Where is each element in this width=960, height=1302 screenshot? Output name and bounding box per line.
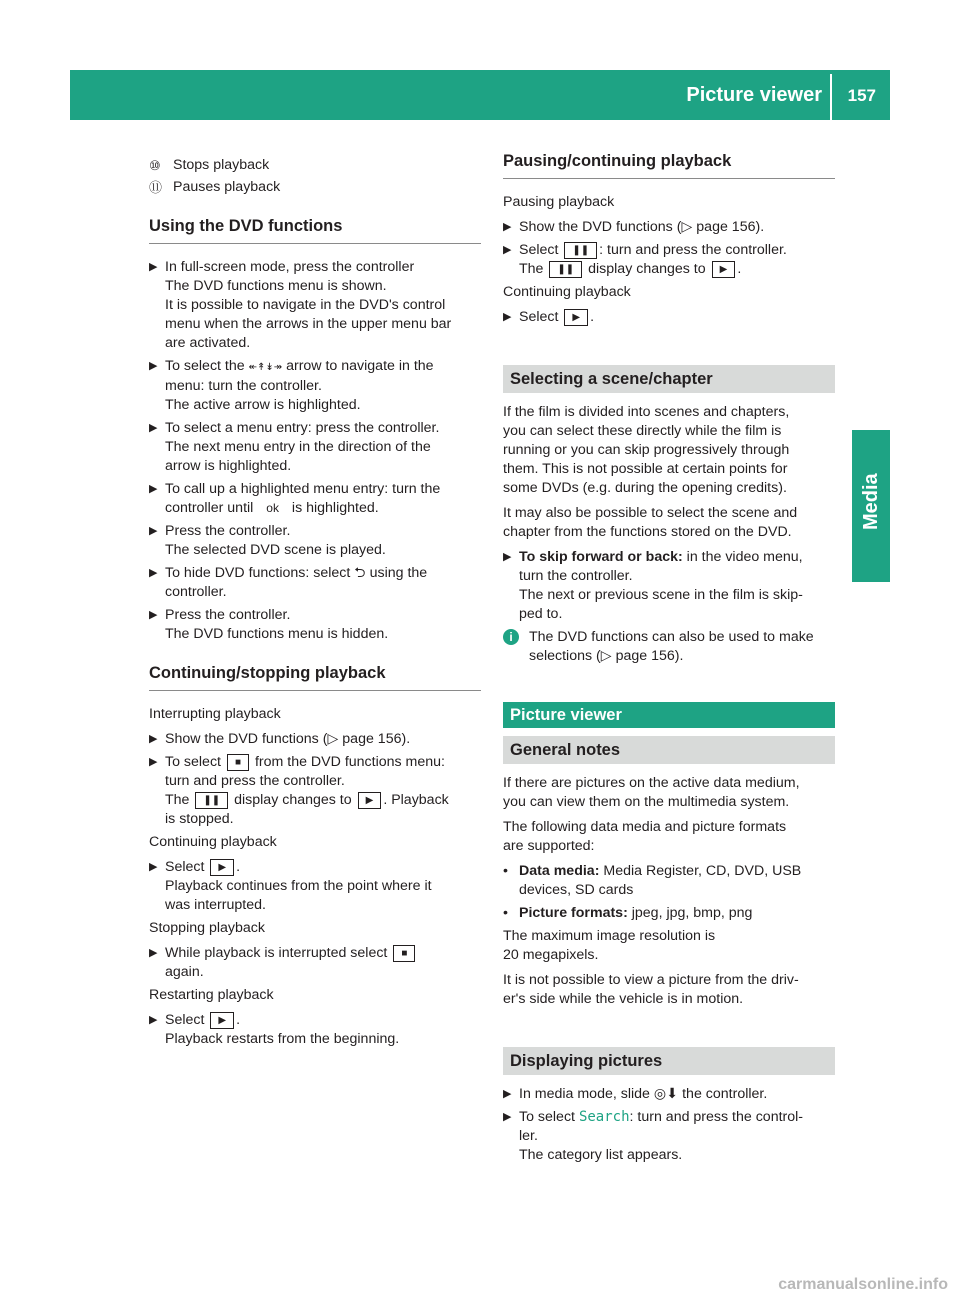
step-text: Playback continues from the point where it — [165, 878, 432, 894]
step-text: . — [590, 309, 595, 325]
step-text: It is possible to navigate in the DVD's control — [165, 297, 446, 313]
step-text: The active arrow is highlighted. — [165, 397, 361, 413]
paragraph — [503, 403, 835, 498]
step-text: is highlighted. — [291, 500, 379, 516]
step-text: display changes to — [234, 792, 352, 808]
step-arrow-icon: ▶ — [149, 360, 158, 372]
step-text: arrow to navigate in the — [286, 358, 434, 374]
step-text: The — [519, 261, 544, 277]
subheading: Pausing playback — [503, 194, 615, 210]
step-arrow-icon: ▶ — [149, 733, 158, 745]
step-arrow-icon: ▶ — [149, 422, 158, 434]
step-arrow-icon: ▶ — [149, 947, 158, 959]
subheading: Continuing playback — [503, 284, 631, 300]
step-arrow-icon: ▶ — [503, 1111, 512, 1123]
text-line: chapter from the functions stored on the DVD. — [503, 524, 792, 540]
text-line: er's side while the vehicle is in motion. — [503, 991, 744, 1007]
step-text: To call up a highlighted menu entry: turn the — [165, 481, 441, 497]
section-title-pausing: Pausing/continuing playback — [503, 152, 835, 179]
step — [503, 548, 835, 624]
play-icon: ▶ — [712, 261, 736, 278]
section-title-general-notes: General notes — [503, 736, 835, 764]
step — [503, 218, 835, 237]
step — [503, 241, 835, 279]
step-text: To select the — [165, 358, 245, 374]
pause-icon: ❚❚ — [195, 792, 228, 809]
step-text: Select — [519, 242, 559, 258]
step-text: Select — [519, 309, 559, 325]
bullet-item — [503, 904, 835, 923]
step-text: In media mode, slide — [519, 1086, 650, 1102]
play-icon: ▶ — [210, 859, 234, 876]
step-arrow-icon: ▶ — [149, 261, 158, 273]
step-text: Select — [165, 1012, 205, 1028]
step-text: menu when the arrows in the upper menu bar — [165, 316, 452, 332]
step-arrow-icon: ▶ — [149, 1014, 158, 1026]
text-line: you can select these directly while the film is — [503, 423, 782, 439]
bullet-text: jpeg, jpg, bmp, png — [631, 905, 753, 921]
step-text: is stopped. — [165, 811, 234, 827]
bullet-icon: • — [503, 863, 508, 879]
step-text: To select — [519, 1109, 575, 1125]
step-text: Show the DVD functions (▷ page 156). — [519, 219, 765, 235]
step-text: Show the DVD functions (▷ page 156). — [165, 731, 411, 747]
header-title: Picture viewer — [686, 84, 822, 106]
arrows-icon: ↞↟↡↠ — [248, 362, 283, 373]
step-text: The next menu entry in the direction of the — [165, 439, 431, 455]
step — [503, 308, 835, 327]
step — [503, 1108, 835, 1165]
step-text: . — [236, 859, 241, 875]
text-line: The maximum image resolution is — [503, 928, 716, 944]
callout-11 — [149, 178, 481, 197]
paragraph — [503, 504, 835, 542]
subheading: Stopping playback — [149, 920, 265, 936]
callout-text: Pauses playback — [173, 179, 281, 195]
text-line: running or you can skip progressively through — [503, 442, 790, 458]
step-text: arrow is highlighted. — [165, 458, 292, 474]
step-text: The category list appears. — [519, 1147, 683, 1163]
step-arrow-icon: ▶ — [149, 525, 158, 537]
step-text: using the — [369, 565, 428, 581]
section-title-displaying-pictures: Displaying pictures — [503, 1047, 835, 1075]
info-text: The DVD functions can also be used to make — [529, 629, 814, 645]
step-text: menu: turn the controller. — [165, 378, 322, 394]
step — [149, 944, 481, 982]
bullet-bold-text: Picture formats: — [519, 905, 628, 921]
text-line: them. This is not possible at certain points for — [503, 461, 788, 477]
section-title-dvd-functions: Using the DVD functions — [149, 217, 481, 244]
step — [149, 564, 481, 602]
step — [149, 419, 481, 476]
subheading: Interrupting playback — [149, 706, 281, 722]
step-text: : turn and press the control- — [629, 1109, 804, 1125]
pause-icon: ❚❚ — [549, 261, 582, 278]
step-text: The DVD functions menu is shown. — [165, 278, 387, 294]
controller-slide-icon: ◎⬇ — [653, 1086, 679, 1102]
step-text: in the video menu, — [686, 549, 803, 565]
step-arrow-icon: ▶ — [149, 756, 158, 768]
step — [503, 1085, 835, 1104]
step-text: ped to. — [519, 606, 563, 622]
step-text: the controller. — [682, 1086, 768, 1102]
stop-icon: ■ — [393, 945, 415, 962]
step-text: Select — [165, 859, 205, 875]
info-text: selections (▷ page 156). — [529, 648, 684, 664]
search-menu-item: Search — [578, 1109, 630, 1125]
step — [149, 1011, 481, 1049]
info-note — [503, 628, 835, 666]
paragraph — [503, 971, 835, 1009]
step — [149, 258, 481, 353]
info-icon: i — [503, 629, 519, 645]
step-text: . — [236, 1012, 241, 1028]
step-text: turn the controller. — [519, 568, 633, 584]
subheading: Restarting playback — [149, 987, 274, 1003]
step-text: controller. — [165, 584, 227, 600]
callout-number: ⑩ — [149, 158, 161, 173]
step-arrow-icon: ▶ — [149, 567, 158, 579]
step-text: ler. — [519, 1128, 538, 1144]
paragraph — [503, 927, 835, 965]
step-text: . — [737, 261, 742, 277]
step-arrow-icon: ▶ — [149, 609, 158, 621]
left-column — [149, 156, 481, 1053]
bullet-item — [503, 862, 835, 900]
section-title-continuing-stopping: Continuing/stopping playback — [149, 664, 481, 691]
step-text: While playback is interrupted select — [165, 945, 388, 961]
step — [149, 357, 481, 415]
step-text: To select a menu entry: press the controller. — [165, 420, 440, 436]
step — [149, 480, 481, 518]
step-arrow-icon: ▶ — [503, 311, 512, 323]
ok-icon: ok — [266, 500, 279, 515]
step-arrow-icon: ▶ — [503, 1088, 512, 1100]
step-text: The next or previous scene in the film is skip- — [519, 587, 803, 603]
step-text: The DVD functions menu is hidden. — [165, 626, 389, 642]
back-icon: ⮌ — [354, 565, 366, 581]
step — [149, 730, 481, 749]
step-text: controller until — [165, 500, 254, 516]
play-icon: ▶ — [564, 309, 588, 326]
play-icon: ▶ — [358, 792, 382, 809]
section-title-picture-viewer: Picture viewer — [503, 702, 835, 728]
step-bold-text: To skip forward or back: — [519, 549, 683, 565]
step-arrow-icon: ▶ — [503, 551, 512, 563]
text-line: some DVDs (e.g. during the opening credits). — [503, 480, 787, 496]
step-text: Press the controller. — [165, 523, 291, 539]
step-arrow-icon: ▶ — [503, 221, 512, 233]
text-line: are supported: — [503, 838, 595, 854]
callout-number: ⑪ — [149, 180, 163, 195]
text-line: If there are pictures on the active data medium, — [503, 775, 800, 791]
step-text: from the DVD functions menu: — [254, 754, 445, 770]
page-number: 157 — [847, 86, 876, 105]
step-text: To hide DVD functions: select — [165, 565, 351, 581]
subheading: Continuing playback — [149, 834, 277, 850]
paragraph — [503, 818, 835, 856]
bullet-text: devices, SD cards — [519, 882, 634, 898]
step-text: was interrupted. — [165, 897, 266, 913]
step-text: To select — [165, 754, 221, 770]
text-line: It may also be possible to select the scene and — [503, 505, 798, 521]
step-text: : turn and press the controller. — [599, 242, 787, 258]
step — [149, 522, 481, 560]
text-line: you can view them on the multimedia system. — [503, 794, 790, 810]
step-text: The selected DVD scene is played. — [165, 542, 386, 558]
bullet-text: Media Register, CD, DVD, USB — [603, 863, 802, 879]
callout-text: Stops playback — [173, 157, 270, 173]
step-text: are activated. — [165, 335, 251, 351]
step — [149, 858, 481, 915]
step-arrow-icon: ▶ — [149, 861, 158, 873]
step-arrow-icon: ▶ — [503, 244, 512, 256]
paragraph — [503, 774, 835, 812]
step-text: Playback restarts from the beginning. — [165, 1031, 400, 1047]
page-header — [70, 70, 890, 120]
step-text: again. — [165, 964, 204, 980]
right-column — [503, 150, 835, 1169]
text-line: It is not possible to view a picture from the driv- — [503, 972, 799, 988]
section-title-scene: Selecting a scene/chapter — [503, 365, 835, 393]
step — [149, 753, 481, 829]
pause-icon: ❚❚ — [564, 242, 597, 259]
text-line: The following data media and picture formats — [503, 819, 787, 835]
step — [149, 606, 481, 644]
bullet-icon: • — [503, 905, 508, 921]
watermark: carmanualsonline.info — [778, 1276, 948, 1293]
step-text: In full-screen mode, press the controller — [165, 259, 415, 275]
step-text: . Playback — [383, 792, 449, 808]
text-line: If the film is divided into scenes and chapters, — [503, 404, 790, 420]
header-separator — [830, 74, 832, 120]
stop-icon: ■ — [227, 754, 249, 771]
text-line: 20 megapixels. — [503, 947, 599, 963]
bullet-bold-text: Data media: — [519, 863, 600, 879]
callout-10 — [149, 156, 481, 175]
step-text: The — [165, 792, 190, 808]
play-icon: ▶ — [210, 1012, 234, 1029]
step-text: display changes to — [588, 261, 706, 277]
side-tab-label: Media — [860, 473, 882, 531]
step-text: Press the controller. — [165, 607, 291, 623]
step-arrow-icon: ▶ — [149, 483, 158, 495]
step-text: turn and press the controller. — [165, 773, 345, 789]
